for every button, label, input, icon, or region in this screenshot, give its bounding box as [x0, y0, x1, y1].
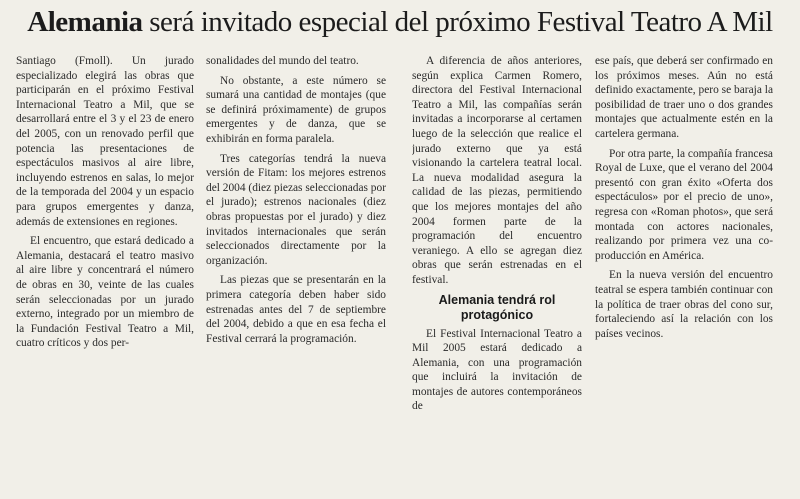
paragraph: A diferencia de años anteriores, según explica Carmen Romero, directora del Festival Internacional Teatro a Mil, las compañías serán invitadas a incorporarse al certamen luego de la selección que realice el jurado externo que ya está visionando la cartelera teatral local. La nueva modalidad asegura la calidad de las piezas, permitiendo que los mejores montajes del año 2004 formen parte de la programación del encuentro veraniego. A ello se agregan diez obras que serán estrenadas en el festival. — [412, 55, 582, 286]
paragraph: sonalidades del mundo del teatro. — [206, 55, 359, 67]
column-2 — [206, 54, 386, 499]
paragraph: El encuentro, que estará dedicado a Alemania, destacará el teatro masivo al aire libre y concentrará el número de obras en 30, veinte de las cuales serán seleccionadas por un jurado externo, integrado por un miembro de la Fundación Festival Teatro a Mil, cuatro críticos y dos per- — [16, 235, 194, 350]
paragraph: Tres categorías tendrá la nueva versión de Fitam: los mejores estrenos del 2004 (diez piezas seleccionadas por el jurado); estrenos nacionales (diez obras propuestas por el jurado) y diez invitados internacionales que serán seleccionados directamente por la organización. — [206, 152, 386, 267]
column-1 — [16, 54, 194, 499]
paragraph: Por otra parte, la compañía francesa Royal de Luxe, que el verano del 2004 presentó con gran éxito «Oferta dos espectáculos» por el precio de uno», regresa con «Roman photos», que será montada con actores nacionales, realizando por primera vez una co-producción en América. — [595, 147, 773, 262]
headline-bold: Alemania — [27, 6, 143, 38]
paragraph: Las piezas que se presentarán en la primera categoría deben haber sido estrenadas antes del 7 de septiembre del 2004, debido a que en esa fecha el Festival cerrará la programación. — [206, 274, 386, 345]
paragraph: No obstante, a este número se sumará una cantidad de montajes (que se definirá próximamente) de grupos emergentes y de danza, que se exhibirán en forma paralela. — [206, 74, 386, 145]
paragraph: El Festival Internacional Teatro a Mil 2005 estará dedicado a Alemania, con una programación que incluirá la invitación de montajes de autores contemporáneos de — [412, 327, 582, 413]
paragraph: En la nueva versión del encuentro teatral se espera también continuar con la política de traer obras del cono sur, fortaleciendo así la relación con los países vecinos. — [595, 269, 773, 340]
headline-rest: será invitado especial del próximo Festival Teatro A Mil — [142, 6, 773, 38]
paragraph: ese país, que deberá ser confirmado en los próximos meses. Aún no está definido exactamente, pero se baraja la posibilidad de traer uno o dos grandes montajes que actualmente estén en la cartelera germana. — [595, 55, 773, 140]
paragraph: Santiago (Fmoll). Un jurado especializado elegirá las obras que participarán en el próximo Festival Internacional Teatro a Mil, que se desarrollará entre el 3 y el 23 de enero del 2005, con un renovado perfil que potencia las presentaciones de espectáculos masivos al aire libre, incluyendo estrenos en salas, lo mejor de la temporada del 2004 y un espacio para grupos emergentes y danza, además de extensiones en regiones. — [16, 55, 194, 228]
headline — [0, 4, 800, 40]
column-3 — [412, 54, 582, 499]
column-4 — [595, 54, 773, 499]
subheading: Alemania tendrá rol protagónico — [438, 292, 556, 322]
